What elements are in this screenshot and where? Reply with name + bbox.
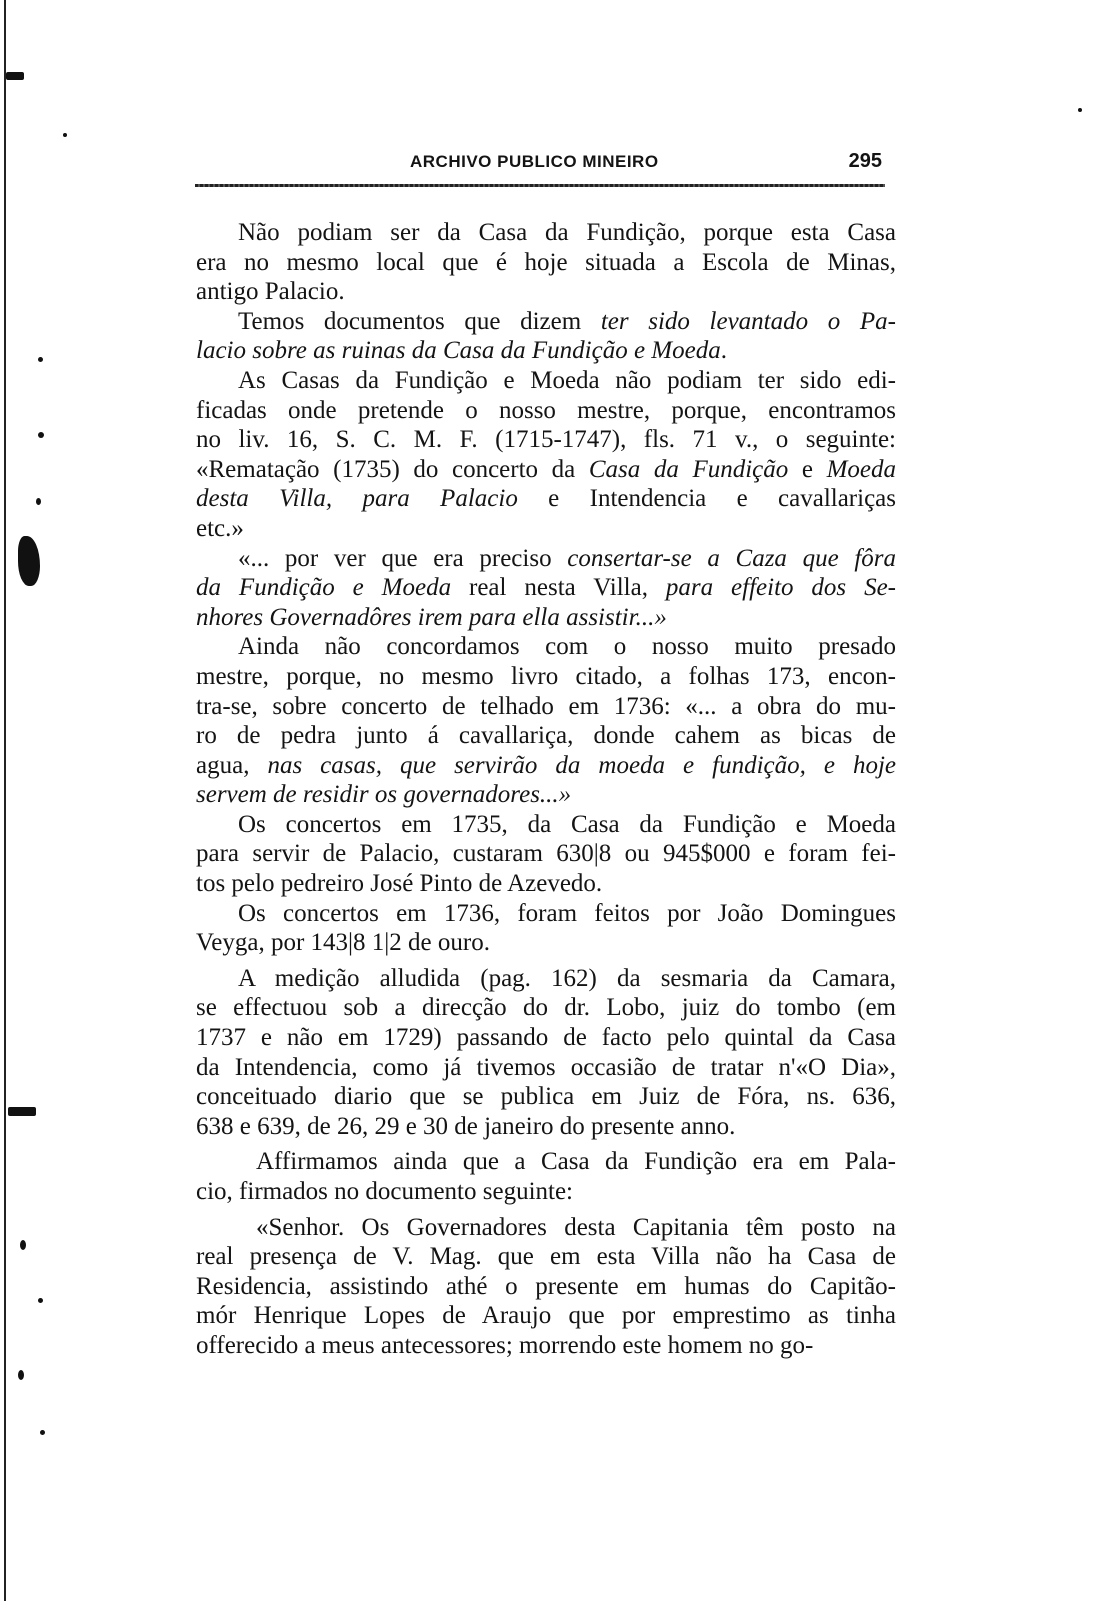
text-run: antigo Palacio. — [196, 278, 345, 306]
scan-speck — [38, 1298, 43, 1303]
text-run: . — [720, 337, 727, 365]
paragraph — [196, 1147, 896, 1206]
text-run: etc.» — [196, 514, 244, 542]
text-run: real nesta Villa, — [451, 574, 666, 602]
text-line — [196, 218, 896, 248]
text-run: e — [788, 455, 827, 483]
paragraph — [196, 810, 896, 899]
text-line — [196, 839, 896, 869]
text-line — [196, 277, 896, 307]
text-line — [196, 1053, 896, 1083]
paragraph — [196, 632, 896, 810]
text-line — [196, 810, 896, 840]
text-line — [196, 1112, 896, 1142]
text-line — [196, 928, 896, 958]
text-run: Affirmamos ainda que a Casa da Fundição era em Pala- — [256, 1148, 896, 1176]
paragraph — [196, 307, 896, 366]
text-line — [196, 1301, 896, 1331]
scan-speck — [36, 498, 41, 505]
text-run: Veyga, por 143|8 1|2 de ouro. — [196, 929, 490, 957]
text-line — [196, 307, 896, 337]
text-run: Os concertos em 1736, foram feitos por João Domingues — [238, 899, 896, 927]
text-run: «... por ver que era preciso — [238, 544, 568, 572]
scan-speck — [1078, 108, 1082, 112]
text-line — [196, 484, 896, 514]
text-run: cio, firmados no documento seguinte: — [196, 1178, 574, 1205]
scan-speck — [63, 133, 67, 137]
scan-speck — [18, 1370, 24, 1380]
text-line — [196, 1147, 896, 1177]
text-run: Residencia, assistindo athé o presente em humas do Capitão- — [196, 1272, 896, 1300]
text-line — [196, 780, 896, 810]
italic-text: desta Villa, para Palacio — [196, 485, 518, 513]
text-run: A medição alludida (pag. 162) da sesmaria da Camara, — [238, 964, 896, 992]
scan-speck — [8, 1107, 36, 1116]
text-line — [196, 964, 896, 994]
text-line — [196, 573, 896, 603]
text-run: conceituado diario que se publica em Juiz de Fóra, ns. 636, — [196, 1083, 896, 1111]
text-line — [196, 1213, 896, 1243]
text-run: e Intendencia e cavallariças — [517, 485, 897, 513]
scan-speck — [6, 72, 24, 80]
text-line — [196, 366, 896, 396]
text-line — [196, 248, 896, 278]
text-line — [196, 514, 896, 544]
paragraph — [196, 544, 896, 633]
text-run: As Casas da Fundição e Moeda não podiam ter sido edi- — [238, 366, 896, 394]
scan-speck — [40, 1430, 45, 1435]
text-run: «Rematação (1735) do concerto da — [196, 455, 589, 483]
text-run: agua, — [196, 751, 268, 779]
page-number: 295 — [848, 150, 882, 172]
scan-speck — [18, 536, 40, 586]
text-line — [196, 1177, 896, 1207]
italic-text: servem de residir os governadores...» — [196, 781, 572, 809]
paragraph — [196, 218, 896, 307]
scan-speck — [38, 357, 43, 362]
italic-text: lacio sobre as ruinas da Casa da Fundição e Moeda — [196, 337, 721, 365]
paragraph — [196, 964, 896, 1142]
text-run: Temos documentos que dizem — [238, 307, 601, 335]
body-text — [196, 218, 896, 1361]
text-run: mór Henrique Lopes de Araujo que por emprestimo as tinha — [196, 1302, 896, 1330]
scan-margin-line — [4, 0, 6, 1601]
text-line — [196, 1082, 896, 1112]
italic-text: ter sido levantado o Pa- — [600, 307, 896, 335]
text-line — [196, 899, 896, 929]
text-line — [196, 336, 896, 366]
text-run: 1737 e não em 1729) passando de facto pelo quintal da Casa — [196, 1024, 896, 1052]
text-line — [196, 662, 896, 692]
paragraph — [196, 899, 896, 958]
text-run: era no mesmo local que é hoje situada a Escola de Minas, — [196, 248, 896, 276]
paragraph — [196, 366, 896, 544]
text-run: mestre, porque, no mesmo livro citado, a folhas 173, encon- — [196, 662, 896, 690]
text-run: ro de pedra junto á cavallariça, donde cahem as bicas de — [196, 722, 896, 750]
text-run: tra-se, sobre concerto de telhado em 1736: «... a obra do mu- — [196, 692, 896, 720]
header-title: ARCHIVO PUBLICO MINEIRO — [410, 152, 659, 171]
text-run: 638 e 639, de 26, 29 e 30 de janeiro do presente anno. — [196, 1112, 736, 1140]
text-line — [196, 721, 896, 751]
text-line — [196, 396, 896, 426]
text-run: Ainda não concordamos com o nosso muito presado — [238, 633, 896, 661]
text-line — [196, 751, 896, 781]
text-run: da Intendencia, como já tivemos occasião de tratar n'«O Dia», — [196, 1053, 896, 1081]
italic-text: Moeda — [826, 455, 896, 483]
text-run: Não podiam ser da Casa da Fundição, porque esta Casa — [238, 219, 896, 246]
running-header — [195, 152, 900, 182]
text-run: «Senhor. Os Governadores desta Capitania têm posto na — [256, 1213, 896, 1241]
text-line — [196, 692, 896, 722]
italic-text: da Fundição e Moeda — [196, 574, 452, 602]
italic-text: Casa da Fundição — [588, 455, 789, 483]
text-run: ficadas onde pretende o nosso mestre, porque, encontramos — [196, 396, 896, 424]
text-run: offerecido a meus antecessores; morrendo este homem no go- — [196, 1331, 814, 1359]
text-run: real presença de V. Mag. que em esta Villa não ha Casa de — [196, 1243, 896, 1271]
text-line — [196, 1331, 896, 1361]
italic-text: nas casas, que servirão da moeda e fundição, e hoje — [267, 751, 897, 779]
text-line — [196, 1242, 896, 1272]
scan-speck — [20, 1240, 26, 1250]
text-run: para servir de Palacio, custaram 630|8 ou 945$000 e foram fei- — [196, 840, 896, 868]
header-rule — [195, 184, 885, 187]
text-run: se effectuou sob a direcção do dr. Lobo, juiz do tombo (em — [196, 994, 896, 1022]
text-line — [196, 544, 896, 574]
text-run: no liv. 16, S. C. M. F. (1715-1747), fls. 71 v., o seguinte: — [196, 426, 896, 454]
text-line — [196, 1023, 896, 1053]
text-line — [196, 425, 896, 455]
italic-text: nhores Governadôres irem para ella assistir...» — [196, 603, 667, 631]
text-line — [196, 455, 896, 485]
text-line — [196, 993, 896, 1023]
text-line — [196, 1272, 896, 1302]
text-line — [196, 603, 896, 633]
scan-speck — [38, 432, 44, 438]
text-line — [196, 632, 896, 662]
text-run: tos pelo pedreiro José Pinto de Azevedo. — [196, 870, 603, 898]
text-run: Os concertos em 1735, da Casa da Fundição e Moeda — [238, 810, 896, 838]
text-line — [196, 869, 896, 899]
paragraph — [196, 1213, 896, 1361]
italic-text: consertar-se a Caza que fôra — [567, 544, 896, 572]
italic-text: para effeito dos Se- — [665, 574, 896, 602]
